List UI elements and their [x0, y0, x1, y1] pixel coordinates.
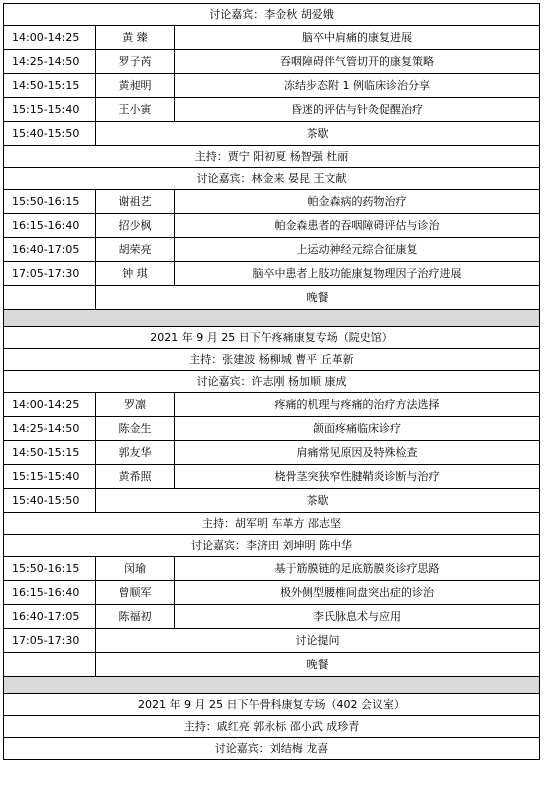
row-heading: 讨论嘉宾：林金来 晏昆 王文献 — [4, 168, 540, 190]
header-row — [4, 716, 540, 738]
speaker-cell: 黄昶明 — [96, 74, 175, 98]
section-divider — [4, 677, 540, 694]
table-row — [4, 441, 540, 465]
topic-cell: 极外侧型腰椎间盘突出症的诊治 — [175, 581, 540, 605]
break-label: 晚餐 — [96, 653, 540, 677]
table-row — [4, 50, 540, 74]
row-heading: 讨论嘉宾：李济田 刘坤明 陈中华 — [4, 535, 540, 557]
speaker-cell: 谢祖艺 — [96, 190, 175, 214]
break-row — [4, 653, 540, 677]
speaker-cell: 闵瑜 — [96, 557, 175, 581]
table-row — [4, 74, 540, 98]
speaker-cell: 钟 琪 — [96, 262, 175, 286]
separator-row — [4, 677, 540, 694]
header-row — [4, 738, 540, 760]
time-cell: 14:50-15:15 — [4, 441, 96, 465]
time-cell: 14:00-14:25 — [4, 26, 96, 50]
speaker-cell: 罗凛 — [96, 393, 175, 417]
break-row — [4, 286, 540, 310]
table-row — [4, 557, 540, 581]
topic-cell: 脑卒中肩痛的康复进展 — [175, 26, 540, 50]
table-row — [4, 605, 540, 629]
speaker-cell: 黄希照 — [96, 465, 175, 489]
time-cell: 16:40-17:05 — [4, 238, 96, 262]
speaker-cell: 王小寅 — [96, 98, 175, 122]
break-label: 晚餐 — [96, 286, 540, 310]
time-cell: 17:05-17:30 — [4, 629, 96, 653]
table-row — [4, 26, 540, 50]
topic-cell: 帕金森患者的吞咽障碍评估与诊治 — [175, 214, 540, 238]
topic-cell: 疼痛的机理与疼痛的治疗方法选择 — [175, 393, 540, 417]
speaker-cell: 陈金生 — [96, 417, 175, 441]
header-row — [4, 349, 540, 371]
break-row — [4, 122, 540, 146]
time-cell: 14:00-14:25 — [4, 393, 96, 417]
table-row — [4, 98, 540, 122]
speaker-cell: 曾顺军 — [96, 581, 175, 605]
table-row — [4, 465, 540, 489]
speaker-cell: 胡荣亮 — [96, 238, 175, 262]
table-row — [4, 190, 540, 214]
table-row — [4, 214, 540, 238]
break-row — [4, 489, 540, 513]
header-row — [4, 694, 540, 716]
time-cell: 15:40-15:50 — [4, 122, 96, 146]
row-heading: 主持：贾宁 阳初夏 杨智强 杜丽 — [4, 146, 540, 168]
table-row — [4, 393, 540, 417]
break-label: 茶歇 — [96, 489, 540, 513]
break-label: 茶歇 — [96, 122, 540, 146]
time-cell: 16:40-17:05 — [4, 605, 96, 629]
header-row — [4, 146, 540, 168]
row-heading: 2021 年 9 月 25 日下午骨科康复专场（402 会议室） — [4, 694, 540, 716]
time-cell — [4, 286, 96, 310]
row-heading: 主持：胡军明 车革方 邵志坚 — [4, 513, 540, 535]
schedule-body — [4, 4, 540, 760]
row-heading: 讨论嘉宾：许志刚 杨加顺 康成 — [4, 371, 540, 393]
header-row — [4, 168, 540, 190]
topic-cell: 肩痛常见原因及特殊检查 — [175, 441, 540, 465]
time-cell: 16:15-16:40 — [4, 581, 96, 605]
table-row — [4, 238, 540, 262]
time-cell — [4, 653, 96, 677]
break-label: 讨论提问 — [96, 629, 540, 653]
topic-cell: 昏迷的评估与针灸促醒治疗 — [175, 98, 540, 122]
topic-cell: 冻结步态附 1 例临床诊治分享 — [175, 74, 540, 98]
row-heading: 讨论嘉宾：刘结梅 龙喜 — [4, 738, 540, 760]
table-row — [4, 581, 540, 605]
separator-row — [4, 310, 540, 327]
time-cell: 15:50-16:15 — [4, 557, 96, 581]
time-cell: 14:50-15:15 — [4, 74, 96, 98]
time-cell: 15:15-15:40 — [4, 98, 96, 122]
table-row — [4, 417, 540, 441]
topic-cell: 颌面疼痛临床诊疗 — [175, 417, 540, 441]
break-row — [4, 629, 540, 653]
header-row — [4, 327, 540, 349]
topic-cell: 上运动神经元综合征康复 — [175, 238, 540, 262]
topic-cell: 帕金森病的药物治疗 — [175, 190, 540, 214]
header-row — [4, 371, 540, 393]
speaker-cell: 招少枫 — [96, 214, 175, 238]
time-cell: 16:15-16:40 — [4, 214, 96, 238]
time-cell: 17:05-17:30 — [4, 262, 96, 286]
header-row — [4, 535, 540, 557]
schedule-table — [3, 3, 540, 760]
time-cell: 14:25-14:50 — [4, 50, 96, 74]
topic-cell: 脑卒中患者上肢功能康复物理因子治疗进展 — [175, 262, 540, 286]
section-divider — [4, 310, 540, 327]
time-cell: 15:50-16:15 — [4, 190, 96, 214]
speaker-cell: 罗子芮 — [96, 50, 175, 74]
topic-cell: 李氏脉息术与应用 — [175, 605, 540, 629]
speaker-cell: 陈福初 — [96, 605, 175, 629]
speaker-cell: 黄 臻 — [96, 26, 175, 50]
time-cell: 15:40-15:50 — [4, 489, 96, 513]
topic-cell: 吞咽障碍伴气管切开的康复策略 — [175, 50, 540, 74]
topic-cell: 基于筋膜链的足底筋膜炎诊疗思路 — [175, 557, 540, 581]
row-heading: 主持：张建波 杨柳城 曹平 丘革新 — [4, 349, 540, 371]
row-heading: 2021 年 9 月 25 日下午疼痛康复专场（院史馆） — [4, 327, 540, 349]
topic-cell: 桡骨茎突狭窄性腱鞘炎诊断与治疗 — [175, 465, 540, 489]
header-row — [4, 4, 540, 26]
time-cell: 14:25-14:50 — [4, 417, 96, 441]
row-heading: 讨论嘉宾：李金秋 胡爱娥 — [4, 4, 540, 26]
time-cell: 15:15-15:40 — [4, 465, 96, 489]
row-heading: 主持：戚红亮 郭永标 邵小武 成珍青 — [4, 716, 540, 738]
table-row — [4, 262, 540, 286]
header-row — [4, 513, 540, 535]
speaker-cell: 郭友华 — [96, 441, 175, 465]
